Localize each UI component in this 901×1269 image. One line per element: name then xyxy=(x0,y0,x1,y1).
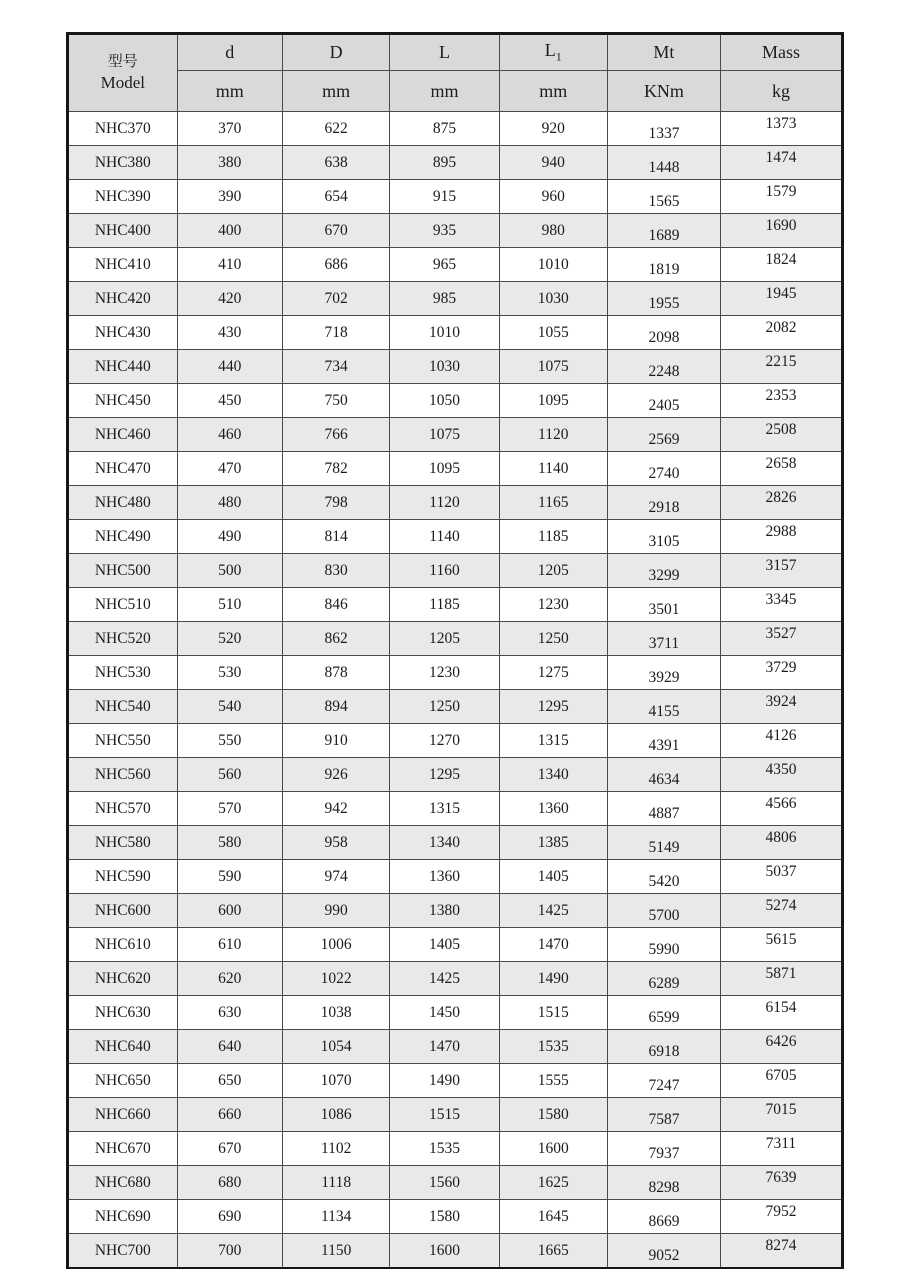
L1-cell: 940 xyxy=(499,146,607,180)
D-cell: 862 xyxy=(282,622,390,656)
unit-Mass: kg xyxy=(720,71,842,112)
model-cell: NHC470 xyxy=(68,452,177,486)
Mass-cell: 7311 xyxy=(720,1132,842,1166)
L-cell: 965 xyxy=(390,248,499,282)
L-cell: 1380 xyxy=(390,894,499,928)
d-cell: 640 xyxy=(177,1030,282,1064)
Mass-cell: 2082 xyxy=(720,316,842,350)
d-cell: 510 xyxy=(177,588,282,622)
header-row-units xyxy=(68,71,842,112)
L1-cell: 1665 xyxy=(499,1234,607,1269)
L1-cell: 1230 xyxy=(499,588,607,622)
Mt-cell: 2740 xyxy=(607,452,720,486)
L-cell: 1315 xyxy=(390,792,499,826)
D-cell: 1038 xyxy=(282,996,390,1030)
table-row xyxy=(68,690,842,724)
L-cell: 895 xyxy=(390,146,499,180)
L1-cell: 1095 xyxy=(499,384,607,418)
d-cell: 650 xyxy=(177,1064,282,1098)
Mass-cell: 4350 xyxy=(720,758,842,792)
Mt-cell: 8298 xyxy=(607,1166,720,1200)
Mt-cell: 7247 xyxy=(607,1064,720,1098)
L1-cell: 1165 xyxy=(499,486,607,520)
model-cell: NHC660 xyxy=(68,1098,177,1132)
model-cell: NHC610 xyxy=(68,928,177,962)
header-Mass: Mass xyxy=(720,34,842,71)
d-cell: 550 xyxy=(177,724,282,758)
L1-cell: 1385 xyxy=(499,826,607,860)
D-cell: 702 xyxy=(282,282,390,316)
Mass-cell: 4126 xyxy=(720,724,842,758)
L1-cell: 1515 xyxy=(499,996,607,1030)
unit-D: mm xyxy=(282,71,390,112)
model-cell: NHC440 xyxy=(68,350,177,384)
Mt-cell: 1689 xyxy=(607,214,720,248)
D-cell: 958 xyxy=(282,826,390,860)
D-cell: 1150 xyxy=(282,1234,390,1269)
d-cell: 440 xyxy=(177,350,282,384)
d-cell: 520 xyxy=(177,622,282,656)
Mt-cell: 1955 xyxy=(607,282,720,316)
D-cell: 942 xyxy=(282,792,390,826)
Mt-cell: 7587 xyxy=(607,1098,720,1132)
L-cell: 1030 xyxy=(390,350,499,384)
model-cell: NHC430 xyxy=(68,316,177,350)
Mt-cell: 1448 xyxy=(607,146,720,180)
table-row xyxy=(68,588,842,622)
model-cell: NHC600 xyxy=(68,894,177,928)
Mt-cell: 2569 xyxy=(607,418,720,452)
L-cell: 1160 xyxy=(390,554,499,588)
Mass-cell: 2826 xyxy=(720,486,842,520)
Mt-cell: 3501 xyxy=(607,588,720,622)
model-cell: NHC490 xyxy=(68,520,177,554)
model-cell: NHC420 xyxy=(68,282,177,316)
table-row xyxy=(68,214,842,248)
Mt-cell: 9052 xyxy=(607,1234,720,1269)
Mass-cell: 7639 xyxy=(720,1166,842,1200)
Mass-cell: 8274 xyxy=(720,1234,842,1269)
header-model xyxy=(68,34,177,112)
table-row xyxy=(68,384,842,418)
table-row xyxy=(68,350,842,384)
Mt-cell: 1565 xyxy=(607,180,720,214)
L1-cell: 1055 xyxy=(499,316,607,350)
L-cell: 1580 xyxy=(390,1200,499,1234)
model-cell: NHC590 xyxy=(68,860,177,894)
L1-cell: 1490 xyxy=(499,962,607,996)
Mass-cell: 1474 xyxy=(720,146,842,180)
L1-cell: 1600 xyxy=(499,1132,607,1166)
Mass-cell: 2988 xyxy=(720,520,842,554)
Mt-cell: 6918 xyxy=(607,1030,720,1064)
D-cell: 1022 xyxy=(282,962,390,996)
table-row xyxy=(68,248,842,282)
D-cell: 766 xyxy=(282,418,390,452)
d-cell: 620 xyxy=(177,962,282,996)
table-row xyxy=(68,792,842,826)
Mt-cell: 3105 xyxy=(607,520,720,554)
header-L1 xyxy=(499,34,607,71)
D-cell: 1054 xyxy=(282,1030,390,1064)
L-cell: 1230 xyxy=(390,656,499,690)
L1-cell: 1275 xyxy=(499,656,607,690)
Mass-cell: 4806 xyxy=(720,826,842,860)
d-cell: 430 xyxy=(177,316,282,350)
L-cell: 1185 xyxy=(390,588,499,622)
Mass-cell: 6154 xyxy=(720,996,842,1030)
Mass-cell: 2215 xyxy=(720,350,842,384)
Mt-cell: 1819 xyxy=(607,248,720,282)
Mt-cell: 2248 xyxy=(607,350,720,384)
Mass-cell: 3527 xyxy=(720,622,842,656)
header-model-en: Model xyxy=(100,72,145,92)
header-row-labels xyxy=(68,34,842,71)
L1-cell: 1250 xyxy=(499,622,607,656)
L-cell: 915 xyxy=(390,180,499,214)
Mass-cell: 5871 xyxy=(720,962,842,996)
D-cell: 910 xyxy=(282,724,390,758)
D-cell: 974 xyxy=(282,860,390,894)
Mass-cell: 4566 xyxy=(720,792,842,826)
D-cell: 638 xyxy=(282,146,390,180)
L-cell: 1095 xyxy=(390,452,499,486)
Mass-cell: 3729 xyxy=(720,656,842,690)
table-row xyxy=(68,486,842,520)
table-row xyxy=(68,1166,842,1200)
L-cell: 1515 xyxy=(390,1098,499,1132)
model-cell: NHC530 xyxy=(68,656,177,690)
model-cell: NHC680 xyxy=(68,1166,177,1200)
d-cell: 540 xyxy=(177,690,282,724)
D-cell: 1134 xyxy=(282,1200,390,1234)
table-header xyxy=(68,34,842,112)
d-cell: 630 xyxy=(177,996,282,1030)
L-cell: 985 xyxy=(390,282,499,316)
D-cell: 670 xyxy=(282,214,390,248)
Mt-cell: 6599 xyxy=(607,996,720,1030)
d-cell: 460 xyxy=(177,418,282,452)
d-cell: 400 xyxy=(177,214,282,248)
Mt-cell: 3299 xyxy=(607,554,720,588)
table-row xyxy=(68,962,842,996)
D-cell: 846 xyxy=(282,588,390,622)
D-cell: 750 xyxy=(282,384,390,418)
L1-cell: 1315 xyxy=(499,724,607,758)
d-cell: 690 xyxy=(177,1200,282,1234)
L-cell: 1010 xyxy=(390,316,499,350)
L-cell: 1205 xyxy=(390,622,499,656)
L-cell: 1120 xyxy=(390,486,499,520)
header-L1-base: L xyxy=(544,40,556,61)
model-cell: NHC510 xyxy=(68,588,177,622)
table-row xyxy=(68,282,842,316)
unit-d: mm xyxy=(177,71,282,112)
L1-cell: 1185 xyxy=(499,520,607,554)
table-row xyxy=(68,860,842,894)
L1-cell: 1205 xyxy=(499,554,607,588)
model-cell: NHC690 xyxy=(68,1200,177,1234)
D-cell: 1070 xyxy=(282,1064,390,1098)
d-cell: 580 xyxy=(177,826,282,860)
L1-cell: 1295 xyxy=(499,690,607,724)
L-cell: 1075 xyxy=(390,418,499,452)
L1-cell: 1340 xyxy=(499,758,607,792)
model-cell: NHC580 xyxy=(68,826,177,860)
Mass-cell: 5615 xyxy=(720,928,842,962)
table-row xyxy=(68,554,842,588)
table-row xyxy=(68,520,842,554)
L-cell: 1295 xyxy=(390,758,499,792)
L-cell: 1560 xyxy=(390,1166,499,1200)
d-cell: 370 xyxy=(177,112,282,146)
model-cell: NHC520 xyxy=(68,622,177,656)
table-row xyxy=(68,656,842,690)
Mass-cell: 3345 xyxy=(720,588,842,622)
Mass-cell: 2658 xyxy=(720,452,842,486)
L-cell: 875 xyxy=(390,112,499,146)
D-cell: 1086 xyxy=(282,1098,390,1132)
d-cell: 410 xyxy=(177,248,282,282)
D-cell: 926 xyxy=(282,758,390,792)
L1-cell: 1075 xyxy=(499,350,607,384)
L-cell: 1340 xyxy=(390,826,499,860)
Mt-cell: 4391 xyxy=(607,724,720,758)
table-row xyxy=(68,1030,842,1064)
table-row xyxy=(68,1132,842,1166)
L-cell: 1450 xyxy=(390,996,499,1030)
d-cell: 500 xyxy=(177,554,282,588)
L-cell: 1535 xyxy=(390,1132,499,1166)
unit-L1: mm xyxy=(499,71,607,112)
model-cell: NHC640 xyxy=(68,1030,177,1064)
D-cell: 830 xyxy=(282,554,390,588)
D-cell: 654 xyxy=(282,180,390,214)
d-cell: 390 xyxy=(177,180,282,214)
model-cell: NHC370 xyxy=(68,112,177,146)
Mass-cell: 7952 xyxy=(720,1200,842,1234)
L-cell: 1490 xyxy=(390,1064,499,1098)
model-cell: NHC550 xyxy=(68,724,177,758)
d-cell: 470 xyxy=(177,452,282,486)
Mt-cell: 2918 xyxy=(607,486,720,520)
L1-cell: 1140 xyxy=(499,452,607,486)
D-cell: 990 xyxy=(282,894,390,928)
model-cell: NHC540 xyxy=(68,690,177,724)
table-row xyxy=(68,758,842,792)
L1-cell: 1030 xyxy=(499,282,607,316)
model-cell: NHC400 xyxy=(68,214,177,248)
Mass-cell: 5274 xyxy=(720,894,842,928)
Mass-cell: 6705 xyxy=(720,1064,842,1098)
header-L1-sub: 1 xyxy=(555,49,562,64)
D-cell: 814 xyxy=(282,520,390,554)
d-cell: 570 xyxy=(177,792,282,826)
table-row xyxy=(68,1098,842,1132)
table-row xyxy=(68,826,842,860)
L1-cell: 1010 xyxy=(499,248,607,282)
d-cell: 450 xyxy=(177,384,282,418)
d-cell: 480 xyxy=(177,486,282,520)
Mass-cell: 1579 xyxy=(720,180,842,214)
L1-cell: 1405 xyxy=(499,860,607,894)
header-D: D xyxy=(282,34,390,71)
D-cell: 1118 xyxy=(282,1166,390,1200)
d-cell: 560 xyxy=(177,758,282,792)
D-cell: 686 xyxy=(282,248,390,282)
model-cell: NHC480 xyxy=(68,486,177,520)
unit-L: mm xyxy=(390,71,499,112)
Mass-cell: 3157 xyxy=(720,554,842,588)
table-row xyxy=(68,180,842,214)
L-cell: 1360 xyxy=(390,860,499,894)
D-cell: 782 xyxy=(282,452,390,486)
d-cell: 610 xyxy=(177,928,282,962)
L-cell: 1470 xyxy=(390,1030,499,1064)
L1-cell: 980 xyxy=(499,214,607,248)
unit-Mt: KNm xyxy=(607,71,720,112)
L-cell: 1600 xyxy=(390,1234,499,1269)
header-d: d xyxy=(177,34,282,71)
model-cell: NHC630 xyxy=(68,996,177,1030)
d-cell: 660 xyxy=(177,1098,282,1132)
d-cell: 590 xyxy=(177,860,282,894)
table-row xyxy=(68,1234,842,1269)
Mt-cell: 4887 xyxy=(607,792,720,826)
Mass-cell: 1690 xyxy=(720,214,842,248)
Mt-cell: 5700 xyxy=(607,894,720,928)
D-cell: 718 xyxy=(282,316,390,350)
D-cell: 878 xyxy=(282,656,390,690)
model-cell: NHC380 xyxy=(68,146,177,180)
L1-cell: 920 xyxy=(499,112,607,146)
table-row xyxy=(68,1064,842,1098)
header-Mt: Mt xyxy=(607,34,720,71)
L1-cell: 1425 xyxy=(499,894,607,928)
Mt-cell: 2098 xyxy=(607,316,720,350)
model-cell: NHC560 xyxy=(68,758,177,792)
d-cell: 700 xyxy=(177,1234,282,1269)
d-cell: 420 xyxy=(177,282,282,316)
table-row xyxy=(68,452,842,486)
D-cell: 1102 xyxy=(282,1132,390,1166)
d-cell: 680 xyxy=(177,1166,282,1200)
Mass-cell: 6426 xyxy=(720,1030,842,1064)
Mt-cell: 5990 xyxy=(607,928,720,962)
L1-cell: 1535 xyxy=(499,1030,607,1064)
Mt-cell: 1337 xyxy=(607,112,720,146)
model-cell: NHC500 xyxy=(68,554,177,588)
model-cell: NHC570 xyxy=(68,792,177,826)
table-row xyxy=(68,894,842,928)
D-cell: 894 xyxy=(282,690,390,724)
model-cell: NHC450 xyxy=(68,384,177,418)
Mass-cell: 7015 xyxy=(720,1098,842,1132)
model-cell: NHC700 xyxy=(68,1234,177,1269)
D-cell: 734 xyxy=(282,350,390,384)
L-cell: 1270 xyxy=(390,724,499,758)
table-row xyxy=(68,146,842,180)
Mt-cell: 3711 xyxy=(607,622,720,656)
model-cell: NHC390 xyxy=(68,180,177,214)
model-cell: NHC650 xyxy=(68,1064,177,1098)
L-cell: 1405 xyxy=(390,928,499,962)
Mt-cell: 3929 xyxy=(607,656,720,690)
Mass-cell: 5037 xyxy=(720,860,842,894)
table-row xyxy=(68,622,842,656)
L1-cell: 1360 xyxy=(499,792,607,826)
Mass-cell: 1824 xyxy=(720,248,842,282)
Mass-cell: 1373 xyxy=(720,112,842,146)
header-L: L xyxy=(390,34,499,71)
Mt-cell: 4634 xyxy=(607,758,720,792)
Mt-cell: 2405 xyxy=(607,384,720,418)
d-cell: 490 xyxy=(177,520,282,554)
Mt-cell: 5149 xyxy=(607,826,720,860)
table-row xyxy=(68,928,842,962)
model-cell: NHC670 xyxy=(68,1132,177,1166)
header-model-cn: 型号 xyxy=(107,54,138,70)
Mt-cell: 5420 xyxy=(607,860,720,894)
Mt-cell: 8669 xyxy=(607,1200,720,1234)
d-cell: 670 xyxy=(177,1132,282,1166)
Mass-cell: 1945 xyxy=(720,282,842,316)
L-cell: 1050 xyxy=(390,384,499,418)
L-cell: 1140 xyxy=(390,520,499,554)
model-cell: NHC410 xyxy=(68,248,177,282)
Mass-cell: 2508 xyxy=(720,418,842,452)
L1-cell: 1625 xyxy=(499,1166,607,1200)
model-cell: NHC460 xyxy=(68,418,177,452)
table-row xyxy=(68,996,842,1030)
L1-cell: 1645 xyxy=(499,1200,607,1234)
L-cell: 935 xyxy=(390,214,499,248)
L1-cell: 1580 xyxy=(499,1098,607,1132)
L1-cell: 1120 xyxy=(499,418,607,452)
D-cell: 1006 xyxy=(282,928,390,962)
D-cell: 798 xyxy=(282,486,390,520)
table-row xyxy=(68,418,842,452)
Mt-cell: 6289 xyxy=(607,962,720,996)
Mt-cell: 7937 xyxy=(607,1132,720,1166)
Mass-cell: 3924 xyxy=(720,690,842,724)
d-cell: 380 xyxy=(177,146,282,180)
d-cell: 530 xyxy=(177,656,282,690)
L1-cell: 1555 xyxy=(499,1064,607,1098)
table-row xyxy=(68,316,842,350)
table-body xyxy=(68,112,842,1269)
model-cell: NHC620 xyxy=(68,962,177,996)
d-cell: 600 xyxy=(177,894,282,928)
D-cell: 622 xyxy=(282,112,390,146)
Mass-cell: 2353 xyxy=(720,384,842,418)
table-row xyxy=(68,724,842,758)
table-row xyxy=(68,112,842,146)
L-cell: 1250 xyxy=(390,690,499,724)
table-row xyxy=(68,1200,842,1234)
L1-cell: 1470 xyxy=(499,928,607,962)
L-cell: 1425 xyxy=(390,962,499,996)
spec-table xyxy=(67,33,843,1269)
L1-cell: 960 xyxy=(499,180,607,214)
Mt-cell: 4155 xyxy=(607,690,720,724)
